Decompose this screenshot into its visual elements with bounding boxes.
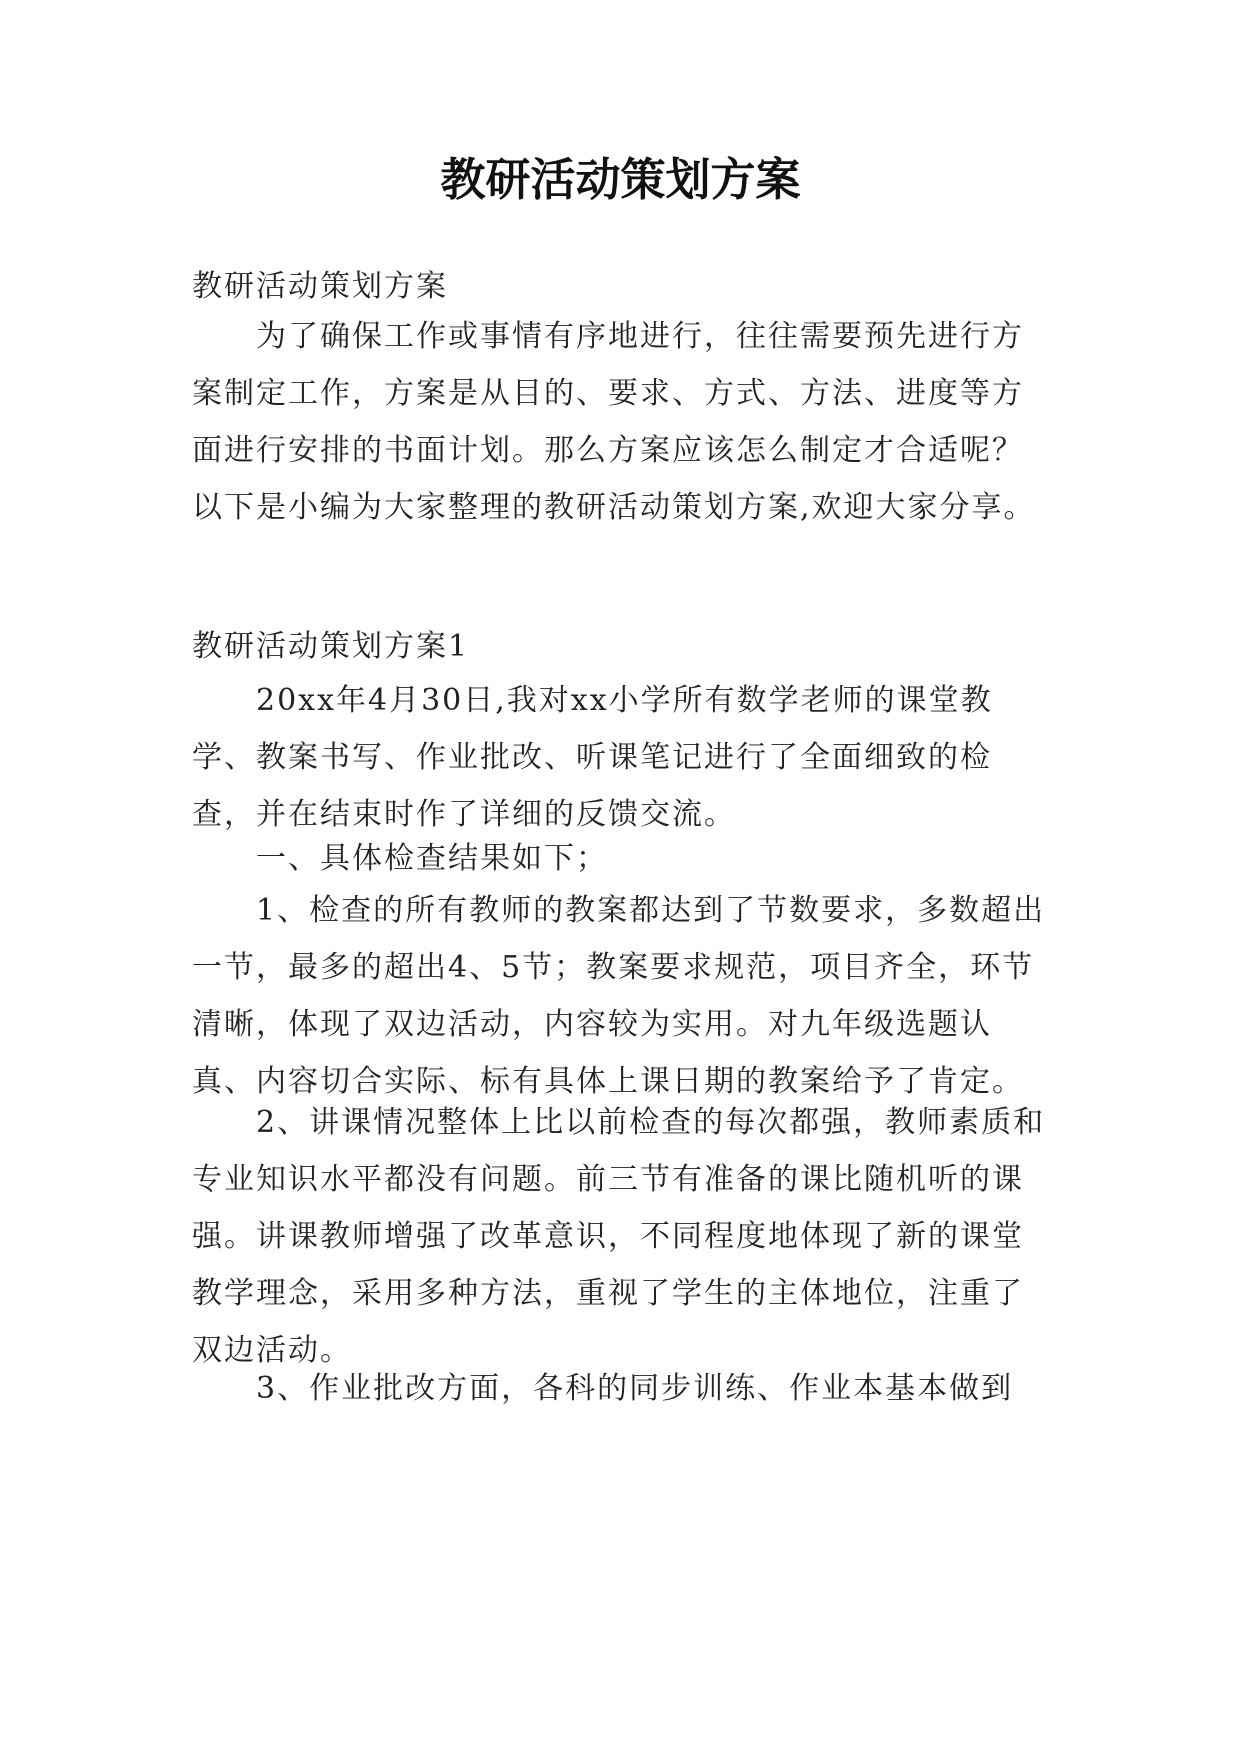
paragraph-teaching: 2、讲课情况整体上比以前检查的每次都强，教师素质和专业知识水平都没有问题。前三节有准备的课比随机听的课强。讲课教师增强了改革意识，不同程度地体现了新的课堂教学理念，采用多种方法，重视了学生的主体地位，注重了双边活动。: [192, 1105, 1046, 1368]
paragraph-lesson-plans: 1、检查的所有教师的教案都达到了节数要求，多数超出一节，最多的超出4、5节；教案要求规范，项目齐全，环节清晰，体现了双边活动，内容较为实用。对九年级选题认真、内容切合实际、标有具体上课日期的教案给予了肯定。: [192, 893, 1046, 1099]
section-heading: 教研活动策划方案1: [192, 629, 470, 664]
paragraph-inspection-summary: 20xx年4月30日,我对xx小学所有数学老师的课堂教学、教案书写、作业批改、听课笔记进行了全面细致的检查，并在结束时作了详细的反馈交流。: [192, 683, 993, 832]
document-title: 教研活动策划方案: [440, 153, 801, 206]
paragraph-results-heading: 一、具体检查结果如下；: [256, 841, 608, 876]
intro-heading: 教研活动策划方案: [192, 269, 448, 304]
paragraph-homework: 3、作业批改方面，各科的同步训练、作业本基本做到: [256, 1371, 1014, 1406]
intro-paragraph: 为了确保工作或事情有序地进行，往往需要预先进行方案制定工作，方案是从目的、要求、方式、方法、进度等方面进行安排的书面计划。那么方案应该怎么制定才合适呢？以下是小编为大家整理的教研活动策划方案,欢迎大家分享。: [192, 319, 1036, 525]
